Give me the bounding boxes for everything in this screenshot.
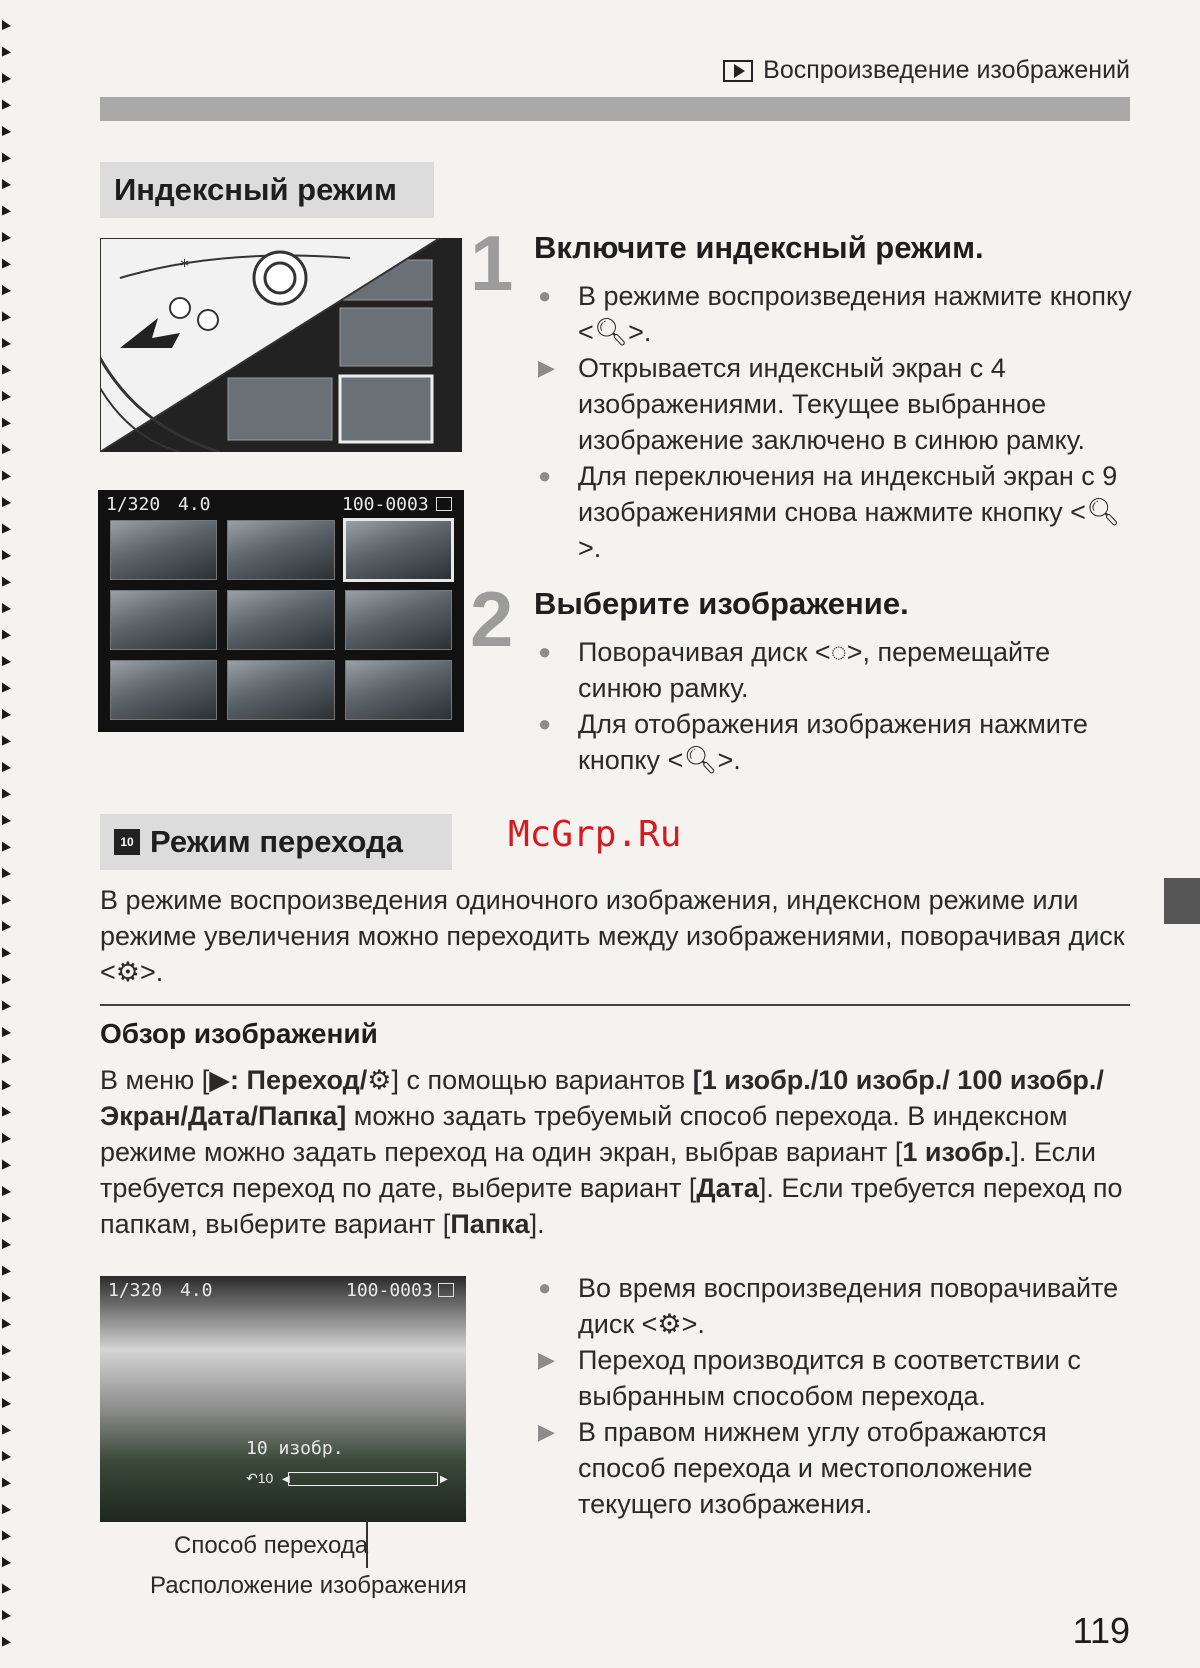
watermark: McGrp.Ru [508,814,682,855]
index-thumbnail [227,520,334,580]
lcd-shutter: 1/320 [108,1280,163,1301]
bullet-item: ▶ Переход производится в соответствии с выбранным способом перехода. [536,1342,1132,1414]
lcd-jump-method: 10 изобр. [246,1438,344,1459]
index-thumbnail [110,660,217,720]
bullet-item: ● Поворачивая диск <◌>, перемещайте синюю рамку. [536,634,1132,706]
caption-jump-method: Способ перехода [174,1532,369,1559]
index-thumbnail-grid [110,520,452,720]
header-title: Воспроизведение изображений [763,56,1130,84]
section-heading-index: Индексный режим [100,162,434,218]
camera-button-drawing [100,238,462,452]
index-thumbnail [110,520,217,580]
position-left-arrow-icon: ◀ [282,1474,290,1485]
bullet-item: ● Для отображения изображения нажмите кнопку <🔍︎>. [536,706,1132,778]
quick-control-dial-icon: ◌ [830,637,847,667]
side-tab-marker [1164,878,1200,924]
bullet-item: ● В режиме воспроизведения нажмите кнопку <🔍︎>. [536,278,1132,350]
spiral-binding [0,0,18,1668]
bullet-item: ▶ Открывается индексный экран с 4 изображениями. Текущее выбранное изображение заключено в синюю рамку. [536,350,1132,458]
svg-text:*: * [180,256,189,277]
main-dial-icon: ⚙ [367,1065,392,1095]
lcd-file-number: 100-0003 [346,1280,433,1301]
step-title-1: Включите индексный режим. [534,230,984,265]
index-thumbnail [110,590,217,650]
step-number-1: 1 [470,219,514,307]
caption-image-position: Расположение изображения [150,1572,467,1599]
card-icon [436,497,452,511]
browse-paragraph: В меню [▶: Переход/⚙] с помощью вариантов [1 изобр./10 изобр./ 100 изобр./Экран/Дата/Папка] можно задать требуемый способ перехода. В индексном режиме можно задать переход на один экран, выбрав вариант [1 изобр.]. Если требуется переход по дате, выберите вариант [Дата]. Если требуется переход по папкам, выберите вариант [Папка]. [100,1065,1123,1239]
position-right-arrow-icon: ▶ [440,1474,448,1485]
bullet-item: ● Во время воспроизведения поворачивайте диск <⚙>. [536,1270,1132,1342]
main-dial-icon: ⚙ [115,957,140,987]
zoom-in-icon: 🔍︎ [683,745,718,775]
zoom-out-icon: 🔍︎ [1085,497,1121,527]
index-thumbnail-selected [345,520,452,580]
bullet-item: ▶ В правом нижнем углу отображаются способ перехода и местоположение текущего изображения. [536,1414,1132,1522]
card-icon [438,1283,454,1297]
page-number: 119 [1072,1610,1130,1651]
divider [100,1004,1130,1006]
page-header [723,56,1130,85]
playback-icon [723,60,753,82]
lcd-file-number: 100-0003 [342,494,429,515]
step-number-2: 2 [470,575,514,663]
step2-bullets [536,634,1132,778]
lcd-aperture: 4.0 [180,1280,213,1301]
lcd-shutter: 1/320 [106,494,161,515]
subheading-browse: Обзор изображений [100,1018,378,1049]
jump-bullets [536,1270,1132,1522]
index-thumbnail [227,660,334,720]
jump-mode-icon: ↶10 [246,1470,274,1486]
main-dial-icon: ⚙ [657,1309,682,1339]
step-title-2: Выберите изображение. [534,586,909,621]
image-position-bar [288,1472,438,1486]
lcd-aperture: 4.0 [178,494,211,515]
jump-intro-paragraph: В режиме воспроизведения одиночного изображения, индексном режиме или режиме увеличения можно переходить между изображениями, поворачивая диск <⚙>. [100,885,1125,987]
bullet-item: ● Для переключения на индексный экран с 9 изображениями снова нажмите кнопку <🔍︎>. [536,458,1132,566]
index-thumbnail [345,660,452,720]
section-heading-jump: 10 Режим перехода [100,814,452,870]
step1-bullets [536,278,1132,566]
index-thumbnail [345,590,452,650]
zoom-out-icon: 🔍︎ [593,317,629,347]
header-bar [100,97,1130,121]
jump-screen-lcd [100,1276,466,1522]
jump-mode-icon: 10 [114,829,140,855]
index-thumbnail [227,590,334,650]
index-screen-lcd [98,490,464,732]
camera-illustration [100,238,462,452]
playback-menu-icon: ▶: [209,1065,240,1095]
